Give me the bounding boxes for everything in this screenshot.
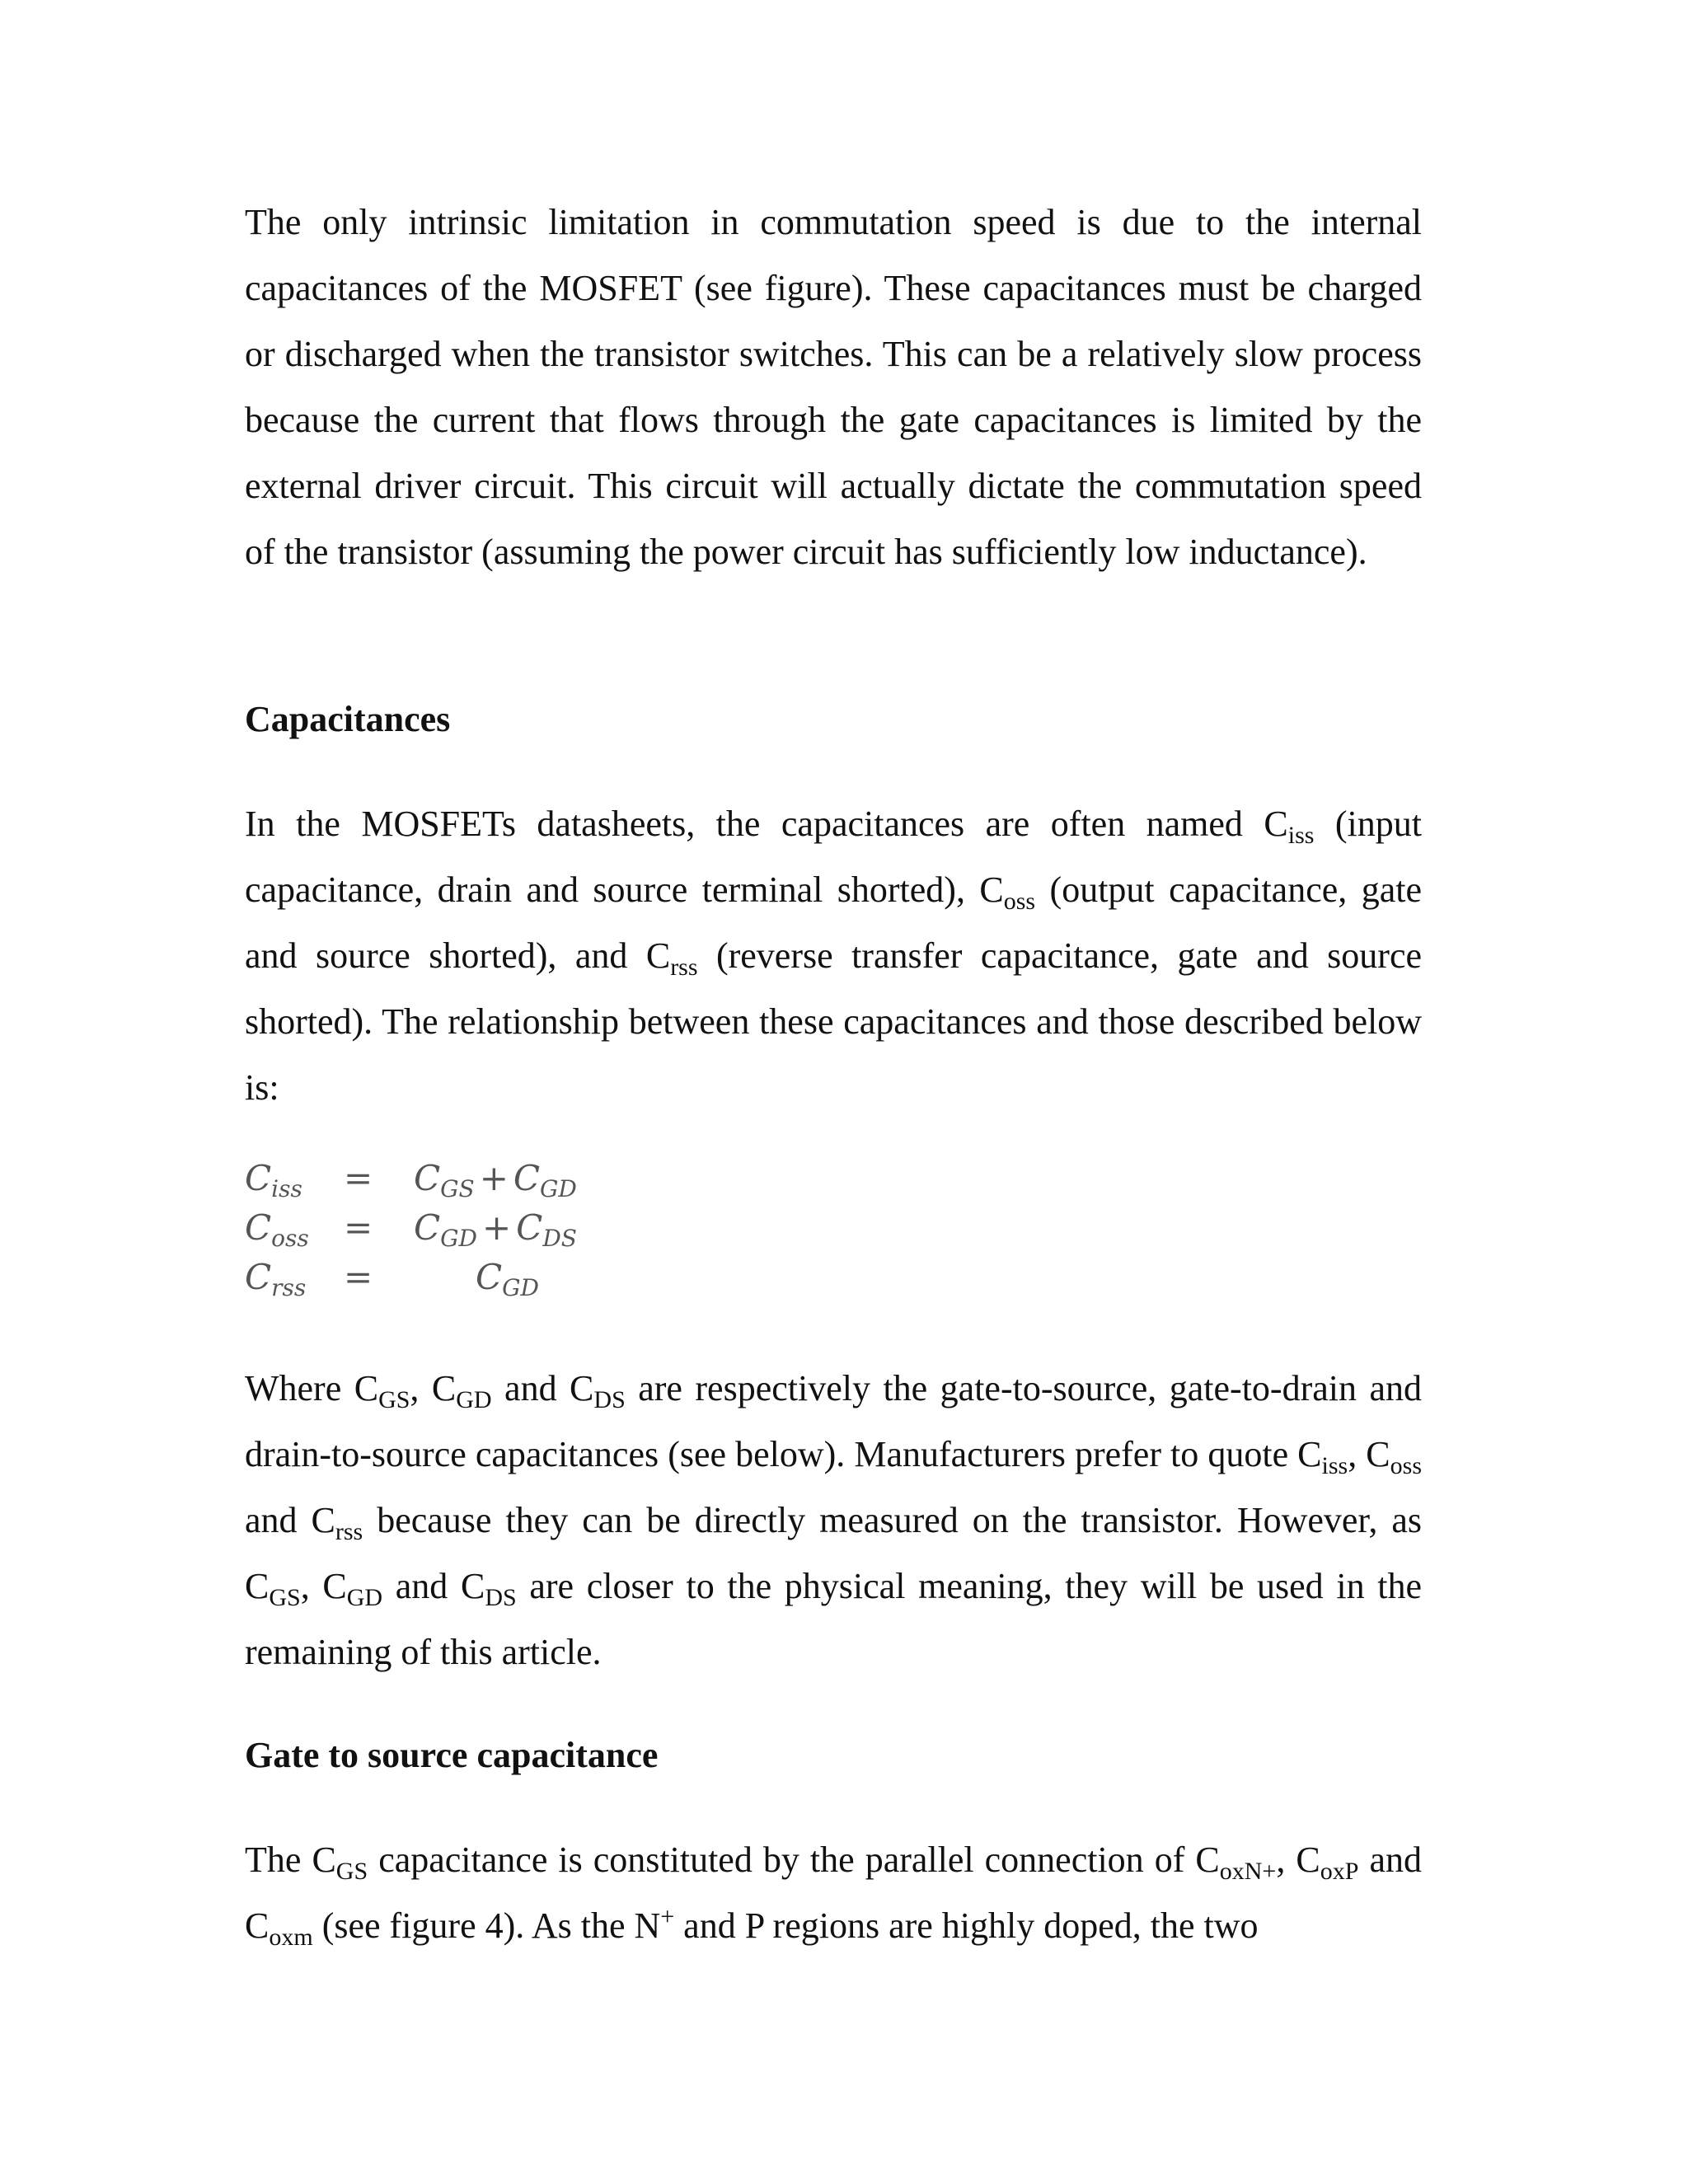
text-run: capacitance is constituted by the parallel connection of C xyxy=(368,1840,1220,1880)
subscript: iss xyxy=(271,1175,302,1202)
text-run: , C xyxy=(1348,1434,1390,1474)
equation-rhs xyxy=(414,1207,577,1252)
superscript: + xyxy=(660,1903,675,1930)
equals-sign: = xyxy=(344,1257,373,1297)
symbol-c: C xyxy=(414,1158,441,1198)
equals-sign: = xyxy=(344,1207,373,1248)
text-run: and P regions are highly doped, the two xyxy=(674,1905,1259,1946)
equation-rhs xyxy=(414,1158,577,1202)
subscript: GD xyxy=(346,1584,383,1611)
equation-lhs xyxy=(245,1257,307,1301)
capacitances-heading: Capacitances xyxy=(245,699,451,739)
symbol-c: C xyxy=(414,1207,441,1248)
symbol-c: C xyxy=(245,1207,272,1248)
text-run: (see figure 4). As the N xyxy=(312,1905,661,1946)
text-run: Where C xyxy=(245,1368,379,1408)
subscript: GD xyxy=(440,1225,477,1252)
subscript: DS xyxy=(485,1584,517,1611)
equation-rhs xyxy=(476,1257,539,1301)
document-page xyxy=(245,0,1422,2184)
subscript: oxP xyxy=(1320,1858,1359,1885)
subscript: oss xyxy=(1390,1452,1422,1479)
text-run: (output capacitance, gate and source shorted), and C xyxy=(245,869,1422,976)
subscript: rss xyxy=(271,1274,307,1301)
plus-sign: + xyxy=(481,1207,512,1248)
subscript: oxN+ xyxy=(1219,1858,1277,1885)
text-run: and C xyxy=(382,1566,485,1606)
equals-sign: = xyxy=(344,1158,373,1198)
equation-ciss xyxy=(245,1158,673,1207)
symbol-c: C xyxy=(513,1158,541,1198)
subscript: GD xyxy=(456,1386,492,1413)
capacitance-equations xyxy=(245,1158,673,1315)
text-run: and C xyxy=(491,1368,594,1408)
subscript: GS xyxy=(440,1175,475,1202)
text-run: , C xyxy=(1276,1840,1320,1880)
text-run: In the MOSFETs datasheets, the capacitances are often named C xyxy=(245,804,1288,844)
text-run: are closer to the physical meaning, they will be used in the remaining of this article. xyxy=(245,1566,1422,1672)
text-run: and C xyxy=(245,1500,335,1540)
equation-lhs xyxy=(245,1207,309,1252)
subscript: iss xyxy=(1287,822,1315,849)
symbol-c: C xyxy=(516,1207,543,1248)
subscript: oxm xyxy=(269,1924,313,1951)
subscript: GD xyxy=(502,1274,539,1301)
plus-sign: + xyxy=(479,1158,509,1198)
text-run: , C xyxy=(300,1566,347,1606)
equation-coss xyxy=(245,1207,673,1257)
text-run: (reverse transfer capacitance, gate and source shorted). The relationship between these capacitances and those described below is: xyxy=(245,935,1422,1108)
subscript: GS xyxy=(378,1386,410,1413)
subscript: GS xyxy=(269,1584,301,1611)
equation-lhs xyxy=(245,1158,302,1202)
subscript: DS xyxy=(593,1386,626,1413)
intro-paragraph: The only intrinsic limitation in commutation speed is due to the internal capacitances of the MOSFET (see figure). These capacitances must be charged or discharged when the transistor switches. This can be a relatively slow process because the current that flows through the gate capacitances is limited by the external driver circuit. This circuit will actually dictate the commutation speed of the transistor (assuming the power circuit has sufficiently low inductance). xyxy=(245,202,1422,572)
gate-to-source-heading: Gate to source capacitance xyxy=(245,1735,659,1775)
subscript: GS xyxy=(335,1858,368,1885)
subscript: oss xyxy=(271,1225,309,1252)
datasheet-paragraph xyxy=(245,791,1422,1121)
subscript: DS xyxy=(542,1225,577,1252)
equation-crss xyxy=(245,1257,673,1306)
cgs-paragraph xyxy=(245,1827,1422,1959)
text-run: because they can be directly measured on the transistor. However, as C xyxy=(245,1500,1422,1606)
subscript: rss xyxy=(670,954,698,981)
symbol-c: C xyxy=(476,1257,503,1297)
text-run: and C xyxy=(245,1840,1422,1946)
subscript: rss xyxy=(335,1518,363,1545)
subscript: GD xyxy=(540,1175,577,1202)
where-paragraph xyxy=(245,1356,1422,1685)
symbol-c: C xyxy=(245,1257,272,1297)
subscript: iss xyxy=(1321,1452,1348,1479)
symbol-c: C xyxy=(245,1158,272,1198)
text-run: are respectively the gate-to-source, gate-to-drain and drain-to-source capacitances (see below). Manufacturers prefer to quote C xyxy=(245,1368,1422,1474)
text-run: The C xyxy=(245,1840,336,1880)
subscript: oss xyxy=(1003,888,1036,915)
text-run: , C xyxy=(410,1368,457,1408)
text-run: (input capacitance, drain and source terminal shorted), C xyxy=(245,804,1422,910)
